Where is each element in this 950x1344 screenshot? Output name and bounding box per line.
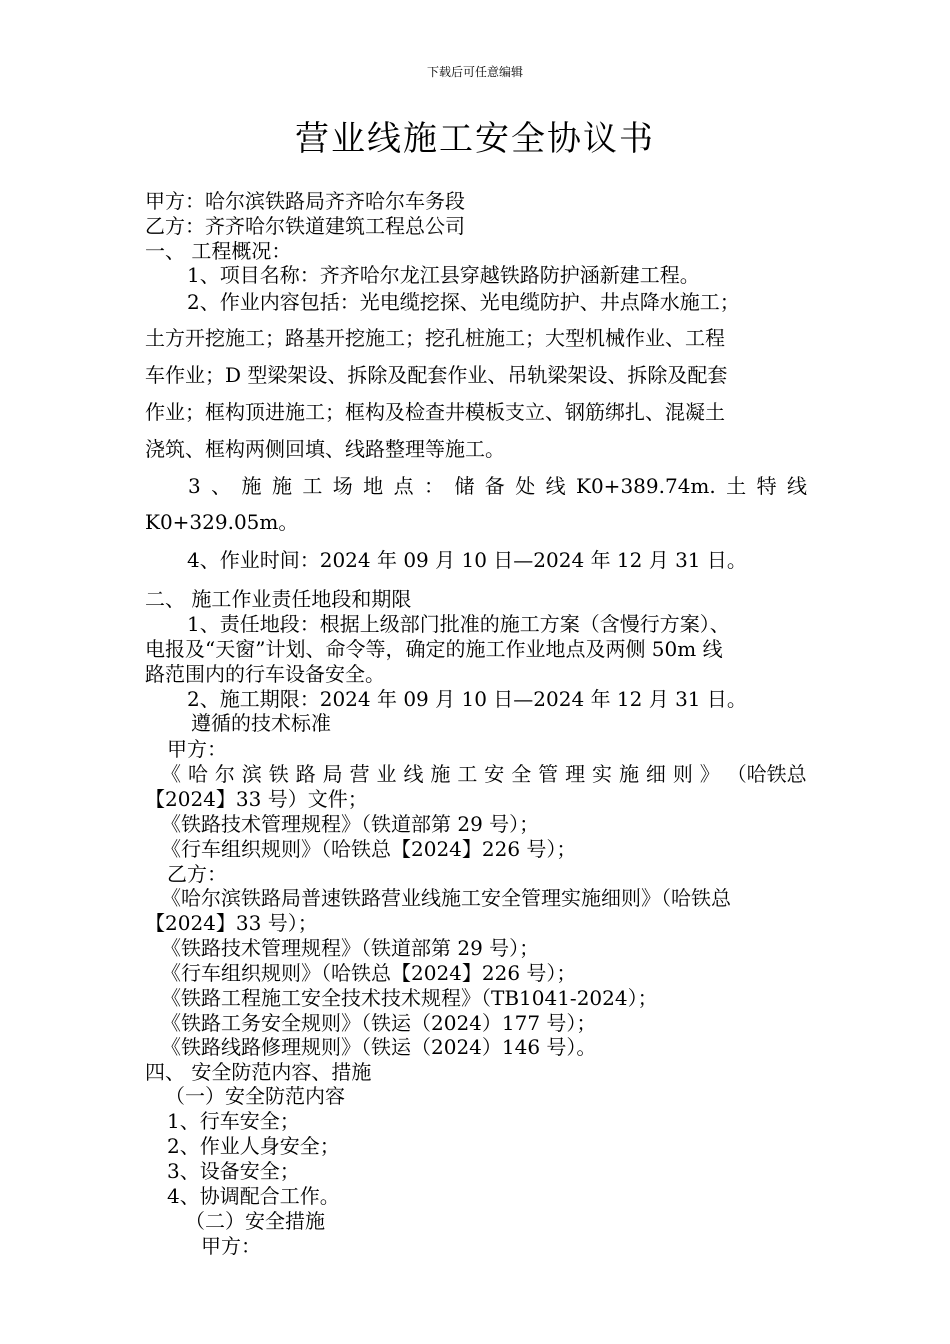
site-location-token: 特 [756,474,777,498]
party-b: 乙方：齐齐哈尔铁道建筑工程总公司 [145,214,465,238]
standard-doc: 《哈尔滨铁路局普速铁路营业线施工安全管理实施细则》（哈铁总 [161,886,731,910]
site-location-token: 线 [545,474,566,498]
standard-doc: 《铁路工务安全规则》（铁运（2024）177 号）； [161,1011,597,1035]
work-time: 4、作业时间：2024 年 09 月 10 日—2024 年 12 月 31 日。 [187,548,747,572]
work-content-line: 车作业；D 型梁架设、拆除及配套作业、吊轨梁架设、拆除及配套 [145,363,728,387]
doc-char: 哈 [187,762,208,786]
site-location-token: 施 [271,474,292,498]
doc-char: 工 [457,762,478,786]
site-location-token: 、 [211,474,232,498]
site-location-line [188,466,807,506]
doc-char: 滨 [241,762,262,786]
doc-char: 线 [403,762,424,786]
document-title: 营业线施工安全协议书 [295,119,655,159]
site-location-token: 储 [454,474,475,498]
site-location-token: 工 [302,474,323,498]
standard-doc: 【2024】33 号）； [145,911,318,935]
standard-doc: 《铁路线路修理规则》（铁运（2024）146 号）。 [161,1035,597,1059]
site-location-token: 施 [241,474,262,498]
doc-char: 安 [484,762,505,786]
responsibility-line: 电报及“天窗”计划、命令等，确定的施工作业地点及两侧 50m 线 [145,637,723,661]
work-content-line: 土方开挖施工；路基开挖施工；挖孔桩施工；大型机械作业、工程 [145,326,725,350]
doc-char: 《 [161,762,181,786]
doc-char: （哈铁总 [726,762,807,786]
section-1-heading: 一、 工程概况： [145,239,292,263]
party-a-label: 甲方： [167,737,227,761]
doc-char: 路 [295,762,316,786]
doc-char: 管 [538,762,559,786]
subsection-heading: （一）安全防范内容 [165,1084,345,1108]
section-2-heading: 二、 施工作业责任地段和期限 [145,587,412,611]
doc-char: 实 [592,762,612,786]
standard-doc [145,761,807,787]
site-location-token: 3 [188,474,201,498]
doc-char: 全 [511,762,532,786]
list-item: 1、行车安全； [167,1109,300,1133]
site-location-token: 点 [393,474,414,498]
site-location-token: ： [423,474,444,498]
doc-char: 细 [645,762,666,786]
site-location-continuation: K0+329.05m。 [145,510,299,534]
project-name: 1、项目名称：齐齐哈尔龙江县穿越铁路防护涵新建工程。 [187,263,700,287]
list-item: 4、协调配合工作。 [167,1184,340,1208]
doc-char: 局 [322,762,343,786]
section-3-heading: 遵循的技术标准 [191,711,331,735]
construction-period: 2、施工期限：2024 年 09 月 10 日—2024 年 12 月 31 日。 [187,687,747,711]
doc-char: 则 [672,762,693,786]
header-note: 下载后可任意编辑 [426,65,523,79]
section-4-heading: 四、 安全防范内容、措施 [145,1060,372,1084]
doc-char: 尔 [214,762,235,786]
list-item: 2、作业人身安全； [167,1134,340,1158]
doc-char: 业 [376,762,397,786]
responsibility-line: 路范围内的行车设备安全。 [145,662,385,686]
doc-char: 营 [349,762,370,786]
site-location-token: 土 [726,474,747,498]
work-content-line: 2、作业内容包括：光电缆挖探、光电缆防护、井点降水施工； [187,290,740,314]
site-location-token: 线 [786,474,807,498]
party-a-label: 甲方： [201,1234,261,1258]
standard-doc: 《行车组织规则》（哈铁总【2024】226 号）； [161,837,577,861]
site-location-token: 地 [363,474,384,498]
responsibility-line: 1、责任地段：根据上级部门批准的施工方案（含慢行方案）、 [187,612,730,636]
standard-doc: 《铁路工程施工安全技术技术规程》（TB1041-2024）； [161,986,658,1010]
standard-doc: 【2024】33 号）文件； [145,787,368,811]
subsection-heading: （二）安全措施 [185,1209,325,1233]
site-location-token: 处 [515,474,536,498]
party-b-label: 乙方： [167,862,227,886]
site-location-token: K0+389.74m. [576,474,716,498]
doc-char: 施 [430,762,451,786]
standard-doc: 《铁路技术管理规程》（铁道部第 29 号）； [161,812,540,836]
site-location-token: 备 [484,474,505,498]
site-location-token: 场 [332,474,353,498]
doc-char: 铁 [268,762,289,786]
work-content-line: 浇筑、框构两侧回填、线路整理等施工。 [145,437,505,461]
standard-doc: 《铁路技术管理规程》（铁道部第 29 号）； [161,936,540,960]
doc-char: 理 [565,762,586,786]
standard-doc: 《行车组织规则》（哈铁总【2024】226 号）； [161,961,577,985]
doc-char: 》 [699,762,720,786]
list-item: 3、设备安全； [167,1159,300,1183]
doc-char: 施 [618,762,639,786]
work-content-line: 作业；框构顶进施工；框构及检查井模板支立、钢筋绑扎、混凝土 [145,400,725,424]
party-a: 甲方：哈尔滨铁路局齐齐哈尔车务段 [145,189,465,213]
